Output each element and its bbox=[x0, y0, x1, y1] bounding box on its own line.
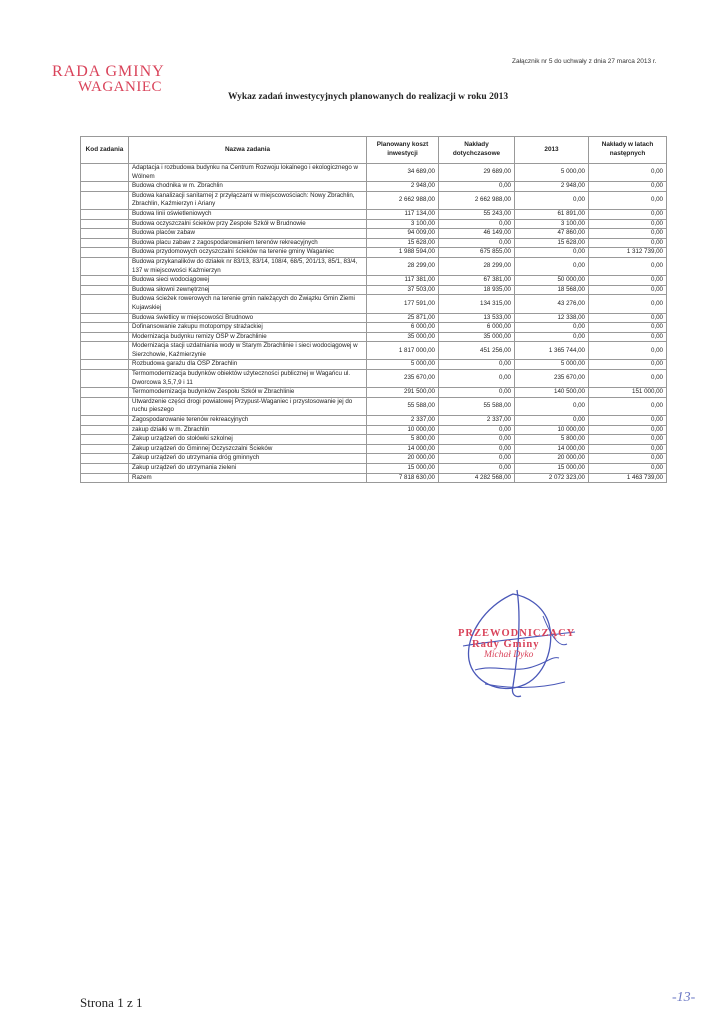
row-planned-cost: 7 818 630,00 bbox=[367, 473, 439, 483]
header-name: Nazwa zadania bbox=[129, 137, 367, 164]
row-name: Zakup urządzeń do stołówki szkolnej bbox=[129, 435, 367, 445]
row-code bbox=[81, 435, 129, 445]
header-code: Kod zadania bbox=[81, 137, 129, 164]
row-planned-cost: 2 337,00 bbox=[367, 416, 439, 426]
row-planned-cost: 34 689,00 bbox=[367, 164, 439, 182]
row-previous-outlays: 2 337,00 bbox=[439, 416, 515, 426]
row-name: Budowa przydomowych oczyszczalni ścieków na terenie gminy Waganiec bbox=[129, 248, 367, 258]
row-planned-cost: 55 588,00 bbox=[367, 397, 439, 415]
table-row bbox=[81, 191, 667, 209]
row-previous-outlays: 0,00 bbox=[439, 219, 515, 229]
row-previous-outlays: 0,00 bbox=[439, 388, 515, 398]
row-name: Budowa ścieżek rowerowych na terenie gmin należących do Związku Gmin Ziemi Kujawskiej bbox=[129, 295, 367, 313]
council-stamp bbox=[52, 63, 165, 96]
investment-table bbox=[80, 136, 667, 483]
row-code bbox=[81, 416, 129, 426]
row-next-years: 0,00 bbox=[589, 454, 667, 464]
row-previous-outlays: 675 855,00 bbox=[439, 248, 515, 258]
council-stamp-line1: RADA GMINY bbox=[52, 63, 165, 80]
row-code bbox=[81, 464, 129, 474]
row-name: Budowa przykanalików do działek nr 83/13, 83/14, 108/4, 68/5, 201/13, 85/1, 83/4, 137 w miejscowości Kaźmierzyn bbox=[129, 257, 367, 275]
row-next-years: 151 000,00 bbox=[589, 388, 667, 398]
row-name: zakup działki w m. Zbrachlin bbox=[129, 425, 367, 435]
row-code bbox=[81, 209, 129, 219]
row-previous-outlays: 0,00 bbox=[439, 454, 515, 464]
row-next-years: 0,00 bbox=[589, 238, 667, 248]
row-name: Budowa chodnika w m. Zbrachlin bbox=[129, 182, 367, 192]
row-previous-outlays: 0,00 bbox=[439, 182, 515, 192]
row-code bbox=[81, 425, 129, 435]
table-row bbox=[81, 257, 667, 275]
row-name: Budowa linii oświetleniowych bbox=[129, 209, 367, 219]
table-row bbox=[81, 342, 667, 360]
row-code bbox=[81, 285, 129, 295]
row-planned-cost: 2 662 988,00 bbox=[367, 191, 439, 209]
row-planned-cost: 235 670,00 bbox=[367, 370, 439, 388]
row-2013: 15 628,00 bbox=[515, 238, 589, 248]
table-row bbox=[81, 454, 667, 464]
row-next-years: 0,00 bbox=[589, 332, 667, 342]
row-code bbox=[81, 182, 129, 192]
table-row bbox=[81, 276, 667, 286]
row-code bbox=[81, 473, 129, 483]
row-code bbox=[81, 248, 129, 258]
council-stamp-line2: WAGANIEC bbox=[78, 79, 162, 95]
row-code bbox=[81, 276, 129, 286]
row-name: Budowa placów zabaw bbox=[129, 229, 367, 239]
row-planned-cost: 117 134,00 bbox=[367, 209, 439, 219]
table-row bbox=[81, 182, 667, 192]
table-row bbox=[81, 435, 667, 445]
row-planned-cost: 28 299,00 bbox=[367, 257, 439, 275]
page-number: Strona 1 z 1 bbox=[80, 995, 143, 1010]
row-planned-cost: 15 000,00 bbox=[367, 464, 439, 474]
row-planned-cost: 291 500,00 bbox=[367, 388, 439, 398]
row-2013: 5 000,00 bbox=[515, 164, 589, 182]
row-next-years: 0,00 bbox=[589, 164, 667, 182]
row-name: Budowa sieci wodociągowej bbox=[129, 276, 367, 286]
table-row bbox=[81, 164, 667, 182]
table-row bbox=[81, 360, 667, 370]
row-planned-cost: 3 100,00 bbox=[367, 219, 439, 229]
header-2013: 2013 bbox=[515, 137, 589, 164]
row-planned-cost: 15 628,00 bbox=[367, 238, 439, 248]
row-2013: 43 276,00 bbox=[515, 295, 589, 313]
row-planned-cost: 1 988 594,00 bbox=[367, 248, 439, 258]
row-2013: 15 000,00 bbox=[515, 464, 589, 474]
row-next-years: 0,00 bbox=[589, 229, 667, 239]
row-previous-outlays: 13 533,00 bbox=[439, 313, 515, 323]
row-planned-cost: 14 000,00 bbox=[367, 444, 439, 454]
row-name: Termomodernizacja budynków obiektów użyteczności publicznej w Wagańcu ul. Dworcowa 3,5,7,9 i 11 bbox=[129, 370, 367, 388]
row-code bbox=[81, 342, 129, 360]
row-previous-outlays: 0,00 bbox=[439, 444, 515, 454]
chairman-stamp-name: Michał Dyko bbox=[484, 650, 534, 660]
table-row bbox=[81, 238, 667, 248]
row-planned-cost: 177 591,00 bbox=[367, 295, 439, 313]
table-row bbox=[81, 425, 667, 435]
row-name: Modernizacja budynku remizy OSP w Zbrachlinie bbox=[129, 332, 367, 342]
row-next-years: 0,00 bbox=[589, 257, 667, 275]
header-next-years: Nakłady w latach następnych bbox=[589, 137, 667, 164]
table-header-row bbox=[81, 137, 667, 164]
row-next-years: 0,00 bbox=[589, 464, 667, 474]
row-2013: 0,00 bbox=[515, 416, 589, 426]
row-code bbox=[81, 229, 129, 239]
row-previous-outlays: 451 256,00 bbox=[439, 342, 515, 360]
attachment-note: Załącznik nr 5 do uchwały z dnia 27 marca 2013 r. bbox=[512, 58, 657, 65]
row-code bbox=[81, 295, 129, 313]
row-code bbox=[81, 238, 129, 248]
row-2013: 0,00 bbox=[515, 397, 589, 415]
row-previous-outlays: 0,00 bbox=[439, 370, 515, 388]
row-name: Budowa świetlicy w miejscowości Brudnowo bbox=[129, 313, 367, 323]
row-planned-cost: 1 817 000,00 bbox=[367, 342, 439, 360]
row-2013: 1 365 744,00 bbox=[515, 342, 589, 360]
row-next-years: 0,00 bbox=[589, 182, 667, 192]
row-planned-cost: 10 000,00 bbox=[367, 425, 439, 435]
row-2013: 47 860,00 bbox=[515, 229, 589, 239]
row-previous-outlays: 55 243,00 bbox=[439, 209, 515, 219]
row-2013: 5 800,00 bbox=[515, 435, 589, 445]
row-next-years: 0,00 bbox=[589, 425, 667, 435]
row-planned-cost: 5 800,00 bbox=[367, 435, 439, 445]
row-previous-outlays: 0,00 bbox=[439, 360, 515, 370]
row-code bbox=[81, 164, 129, 182]
row-2013: 0,00 bbox=[515, 323, 589, 333]
row-name: Adaptacja i rozbudowa budynku na Centrum Rozwoju lokalnego i ekologicznego w Wólnem bbox=[129, 164, 367, 182]
table-row bbox=[81, 229, 667, 239]
row-code bbox=[81, 313, 129, 323]
chairman-stamp bbox=[458, 628, 575, 660]
row-name: Modernizacja stacji uzdatniania wody w Starym Zbrachlinie i sieci wodociągowej w Sierzchowie, Kaźmierzynie bbox=[129, 342, 367, 360]
row-2013: 0,00 bbox=[515, 332, 589, 342]
row-2013: 20 000,00 bbox=[515, 454, 589, 464]
row-planned-cost: 5 000,00 bbox=[367, 360, 439, 370]
row-next-years: 0,00 bbox=[589, 191, 667, 209]
row-name: Zakup urządzeń do utrzymania zieleni bbox=[129, 464, 367, 474]
table-row bbox=[81, 444, 667, 454]
row-name: Dofinansowanie zakupu motopompy strażackiej bbox=[129, 323, 367, 333]
row-previous-outlays: 6 000,00 bbox=[439, 323, 515, 333]
row-2013: 2 072 323,00 bbox=[515, 473, 589, 483]
row-next-years: 0,00 bbox=[589, 323, 667, 333]
row-name: Zakup urządzeń do utrzymania dróg gminnych bbox=[129, 454, 367, 464]
row-name: Budowa oczyszczalni ścieków przy Zespole Szkół w Brudnowie bbox=[129, 219, 367, 229]
row-code bbox=[81, 191, 129, 209]
row-code bbox=[81, 332, 129, 342]
row-previous-outlays: 18 935,00 bbox=[439, 285, 515, 295]
row-planned-cost: 25 871,00 bbox=[367, 313, 439, 323]
row-2013: 50 000,00 bbox=[515, 276, 589, 286]
chairman-stamp-title: PRZEWODNICZĄCY bbox=[458, 628, 576, 639]
row-previous-outlays: 4 282 568,00 bbox=[439, 473, 515, 483]
row-2013: 3 100,00 bbox=[515, 219, 589, 229]
table-row bbox=[81, 397, 667, 415]
table-row bbox=[81, 295, 667, 313]
row-name: Razem bbox=[129, 473, 367, 483]
row-name: Termomodernizacja budynków Zespołu Szkół w Zbrachlinie bbox=[129, 388, 367, 398]
row-name: Zakup urządzeń do Gminnej Oczyszczalni Ścieków bbox=[129, 444, 367, 454]
table-row bbox=[81, 464, 667, 474]
row-next-years: 0,00 bbox=[589, 295, 667, 313]
row-name: Budowa siłowni zewnętrznej bbox=[129, 285, 367, 295]
row-previous-outlays: 2 662 988,00 bbox=[439, 191, 515, 209]
row-next-years: 1 463 739,00 bbox=[589, 473, 667, 483]
row-code bbox=[81, 360, 129, 370]
row-2013: 235 670,00 bbox=[515, 370, 589, 388]
row-next-years: 0,00 bbox=[589, 313, 667, 323]
row-2013: 14 000,00 bbox=[515, 444, 589, 454]
row-next-years: 0,00 bbox=[589, 219, 667, 229]
row-code bbox=[81, 388, 129, 398]
row-previous-outlays: 0,00 bbox=[439, 464, 515, 474]
table-row bbox=[81, 219, 667, 229]
row-code bbox=[81, 454, 129, 464]
row-2013: 0,00 bbox=[515, 248, 589, 258]
table-row bbox=[81, 332, 667, 342]
table-body bbox=[81, 164, 667, 483]
row-next-years: 0,00 bbox=[589, 370, 667, 388]
row-next-years: 0,00 bbox=[589, 285, 667, 295]
row-next-years: 0,00 bbox=[589, 209, 667, 219]
table-row bbox=[81, 416, 667, 426]
row-2013: 140 500,00 bbox=[515, 388, 589, 398]
row-2013: 2 948,00 bbox=[515, 182, 589, 192]
row-next-years: 0,00 bbox=[589, 416, 667, 426]
row-code bbox=[81, 370, 129, 388]
row-name: Rozbudowa garażu dla OSP Zbrachlin bbox=[129, 360, 367, 370]
row-planned-cost: 20 000,00 bbox=[367, 454, 439, 464]
row-next-years: 0,00 bbox=[589, 342, 667, 360]
table-row bbox=[81, 209, 667, 219]
row-2013: 12 338,00 bbox=[515, 313, 589, 323]
row-2013: 61 891,00 bbox=[515, 209, 589, 219]
row-2013: 18 568,00 bbox=[515, 285, 589, 295]
row-name: Budowa placu zabaw z zagospodarowaniem terenów rekreacyjnych bbox=[129, 238, 367, 248]
row-2013: 0,00 bbox=[515, 257, 589, 275]
row-previous-outlays: 0,00 bbox=[439, 435, 515, 445]
row-previous-outlays: 0,00 bbox=[439, 238, 515, 248]
row-2013: 0,00 bbox=[515, 191, 589, 209]
table-row bbox=[81, 313, 667, 323]
row-planned-cost: 6 000,00 bbox=[367, 323, 439, 333]
table-row bbox=[81, 323, 667, 333]
row-planned-cost: 117 381,00 bbox=[367, 276, 439, 286]
row-name: Budowa kanalizacji sanitarnej z przyłączami w miejscowościach: Nowy Zbrachlin, Zbrachlin, Kaźmierzyn i Ariany bbox=[129, 191, 367, 209]
row-next-years: 0,00 bbox=[589, 435, 667, 445]
table-row bbox=[81, 370, 667, 388]
row-name: Utwardzenie części drogi powiatowej Przypust-Waganiec i przystosowanie jej do ruchu pieszego bbox=[129, 397, 367, 415]
row-previous-outlays: 55 588,00 bbox=[439, 397, 515, 415]
table-row bbox=[81, 248, 667, 258]
row-2013: 5 000,00 bbox=[515, 360, 589, 370]
row-code bbox=[81, 323, 129, 333]
row-previous-outlays: 46 149,00 bbox=[439, 229, 515, 239]
row-previous-outlays: 35 000,00 bbox=[439, 332, 515, 342]
row-previous-outlays: 0,00 bbox=[439, 425, 515, 435]
row-name: Zagospodarowanie terenów rekreacyjnych bbox=[129, 416, 367, 426]
row-code bbox=[81, 444, 129, 454]
row-2013: 10 000,00 bbox=[515, 425, 589, 435]
row-previous-outlays: 67 381,00 bbox=[439, 276, 515, 286]
table-row bbox=[81, 473, 667, 483]
row-previous-outlays: 29 689,00 bbox=[439, 164, 515, 182]
row-code bbox=[81, 397, 129, 415]
row-previous-outlays: 134 315,00 bbox=[439, 295, 515, 313]
row-next-years: 0,00 bbox=[589, 276, 667, 286]
row-planned-cost: 94 009,00 bbox=[367, 229, 439, 239]
row-code bbox=[81, 219, 129, 229]
handwritten-page-mark: -13- bbox=[672, 990, 696, 1005]
row-next-years: 1 312 739,00 bbox=[589, 248, 667, 258]
table-row bbox=[81, 285, 667, 295]
row-planned-cost: 35 000,00 bbox=[367, 332, 439, 342]
table-row bbox=[81, 388, 667, 398]
row-next-years: 0,00 bbox=[589, 397, 667, 415]
header-planned-cost: Planowany koszt inwestycji bbox=[367, 137, 439, 164]
row-next-years: 0,00 bbox=[589, 360, 667, 370]
document-title: Wykaz zadań inwestycyjnych planowanych do realizacji w roku 2013 bbox=[228, 92, 509, 102]
chairman-stamp-body: Rady Gminy bbox=[472, 639, 540, 650]
row-code bbox=[81, 257, 129, 275]
row-previous-outlays: 28 299,00 bbox=[439, 257, 515, 275]
header-previous-outlays: Nakłady dotychczasowe bbox=[439, 137, 515, 164]
row-next-years: 0,00 bbox=[589, 444, 667, 454]
row-planned-cost: 2 948,00 bbox=[367, 182, 439, 192]
row-planned-cost: 37 503,00 bbox=[367, 285, 439, 295]
